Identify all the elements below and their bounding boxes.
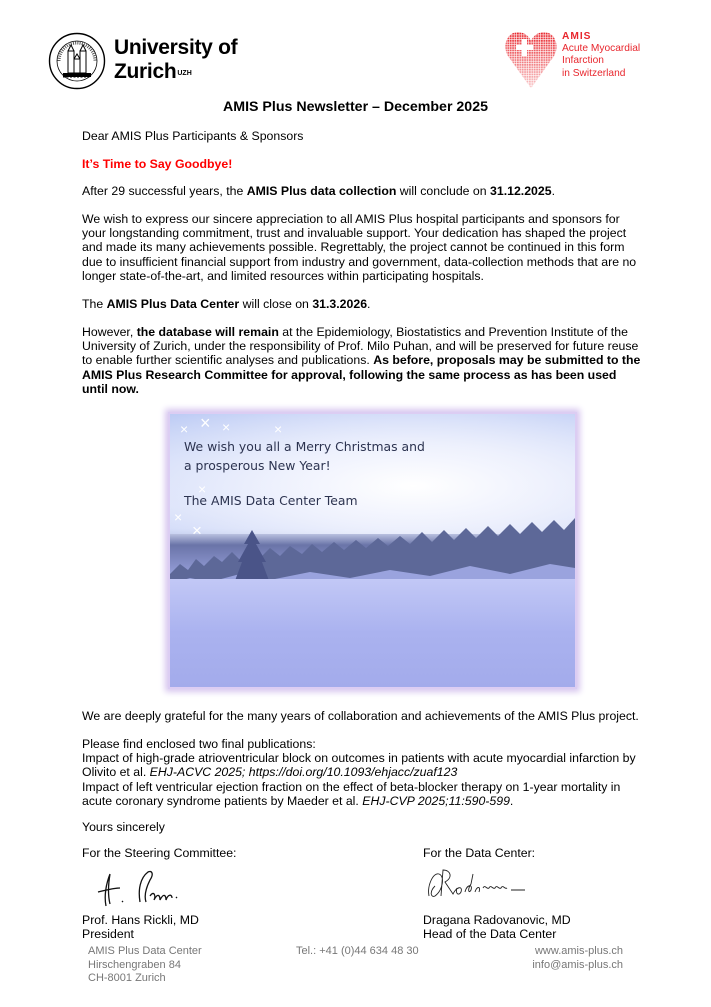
uzh-name [114, 36, 237, 84]
uzh-name-line2: Zurich [114, 60, 177, 83]
snowflake-icon: × [222, 419, 231, 435]
uzh-sup: UZH [177, 70, 192, 77]
footer-phone: Tel.: +41 (0)44 634 48 30 [296, 945, 419, 957]
greeting: Dear AMIS Plus Participants & Sponsors [82, 129, 304, 143]
snowflake-icon: × [192, 521, 202, 540]
footer-address-line: CH-8001 Zurich [88, 972, 166, 985]
snowflake-icon: × [200, 413, 211, 433]
uzh-name-line1: University of [114, 36, 238, 59]
snowflake-icon: × [274, 421, 283, 437]
publication-suffix: . [509, 793, 514, 808]
closing: Yours sincerely [82, 820, 165, 834]
publication-title: Impact of left ventricular ejection fraction on the effect of beta-blocker therapy on 1-year mortality in acute coronary syndrome patients by Maeder et al. [82, 779, 621, 808]
p3-text2: will close on [239, 297, 313, 311]
signatory-role: Head of the Data Center [423, 927, 557, 942]
uzh-logo [48, 30, 248, 92]
publications [82, 737, 642, 808]
signatory-name: Dragana Radovanovic, MD [423, 913, 571, 927]
publication-citation[interactable]: EHJ-ACVC 2025; https://doi.org/10.1093/ehjacc/zuaf123 [149, 765, 458, 780]
p1-text: After 29 successful years, the [82, 184, 247, 198]
p1-text3: . [551, 184, 555, 198]
signatory-role: President [82, 927, 134, 942]
snowflake-icon: × [174, 509, 183, 525]
heart-cross-icon [505, 28, 557, 90]
card-snowfield [170, 579, 575, 687]
p3-bold-center: AMIS Plus Data Center [106, 297, 240, 311]
p3-bold-date: 31.3.2026 [312, 297, 368, 311]
snowflake-icon: × [180, 421, 189, 437]
publication-citation: EHJ-CVP 2025;11:590-599 [362, 793, 510, 808]
steering-committee-label: For the Steering Committee: [82, 846, 237, 860]
snowflake-icon: × [198, 481, 207, 497]
p1-text2: will conclude on [396, 184, 491, 198]
headline: It’s Time to Say Goodbye! [82, 157, 233, 171]
signature-radovanovic [425, 866, 535, 902]
publication-item [82, 751, 642, 779]
footer-address-line: Hirschengraben 84 [88, 958, 181, 971]
paragraph-conclusion [82, 184, 642, 198]
card-signoff: The AMIS Data Center Team [184, 493, 358, 508]
footer-website-link[interactable]: www.amis-plus.ch [534, 945, 623, 957]
footer-email-link[interactable]: info@amis-plus.ch [532, 958, 623, 971]
card-greeting-line2: a prosperous New Year! [184, 458, 331, 473]
footer-address-line: AMIS Plus Data Center [88, 945, 202, 957]
newsletter-title: AMIS Plus Newsletter – December 2025 [223, 99, 488, 115]
p1-bold-collection: AMIS Plus data collection [246, 184, 397, 198]
christmas-card-image [168, 412, 577, 689]
p4-text: However, [82, 325, 137, 339]
p4-text2: at the Epidemiology, Biostatistics and Prevention Institute of the University of Zurich, under the responsibility of Prof. Milo Puhan, and will be preserved for future reuse to enable further scientific analyses and publications. [82, 325, 639, 368]
amis-logo-text [562, 31, 640, 80]
publications-intro: Please find enclosed two final publications: [82, 737, 316, 751]
publication-item [82, 780, 642, 808]
card-greeting-line1: We wish you all a Merry Christmas and [184, 439, 425, 454]
amis-line3: in Switzerland [562, 67, 626, 79]
paragraph-gratitude: We are deeply grateful for the many years of collaboration and achievements of the AMIS Plus project. [82, 709, 639, 723]
amis-line1: Acute Myocardial [562, 43, 641, 55]
amis-brand: AMIS [562, 31, 592, 42]
p1-bold-date: 31.12.2025 [490, 184, 552, 198]
p4-bold-proposals: As before, proposals may be submitted to the AMIS Plus Research Committee for approval, following the same process as has been used until now. [82, 353, 641, 396]
data-center-label: For the Data Center: [423, 846, 536, 860]
footer-address [88, 945, 202, 986]
p3-text: The [82, 297, 107, 311]
p3-text3: . [367, 297, 371, 311]
paragraph-database [82, 325, 642, 396]
footer-contact [480, 945, 623, 972]
uzh-seal-icon [48, 32, 106, 90]
signatory-rickli [82, 913, 199, 941]
amis-line2: Infarction [562, 55, 604, 67]
publication-title: Impact of high-grade atrioventricular block on outcomes in patients with acute myocardial infarction by Olivito et al. [82, 751, 636, 780]
signatory-radovanovic [423, 913, 571, 941]
paragraph-data-center-close [82, 297, 642, 311]
amis-logo [505, 28, 685, 93]
p4-bold-database: the database will remain [136, 325, 279, 339]
signatory-name: Prof. Hans Rickli, MD [82, 913, 199, 927]
signature-rickli [92, 866, 202, 912]
paragraph-appreciation: We wish to express our sincere appreciation to all AMIS Plus hospital participants and sponsors for your longstanding commitment, trust and invaluable support. Your dedication has shaped the project and made its many achievements possible. Regrettably, the project cannot be continued in this form due to insufficient financial support from industry and government, data-collection methods that are no longer state-of-the-art, and limited resources within participating hospitals. [82, 212, 637, 283]
